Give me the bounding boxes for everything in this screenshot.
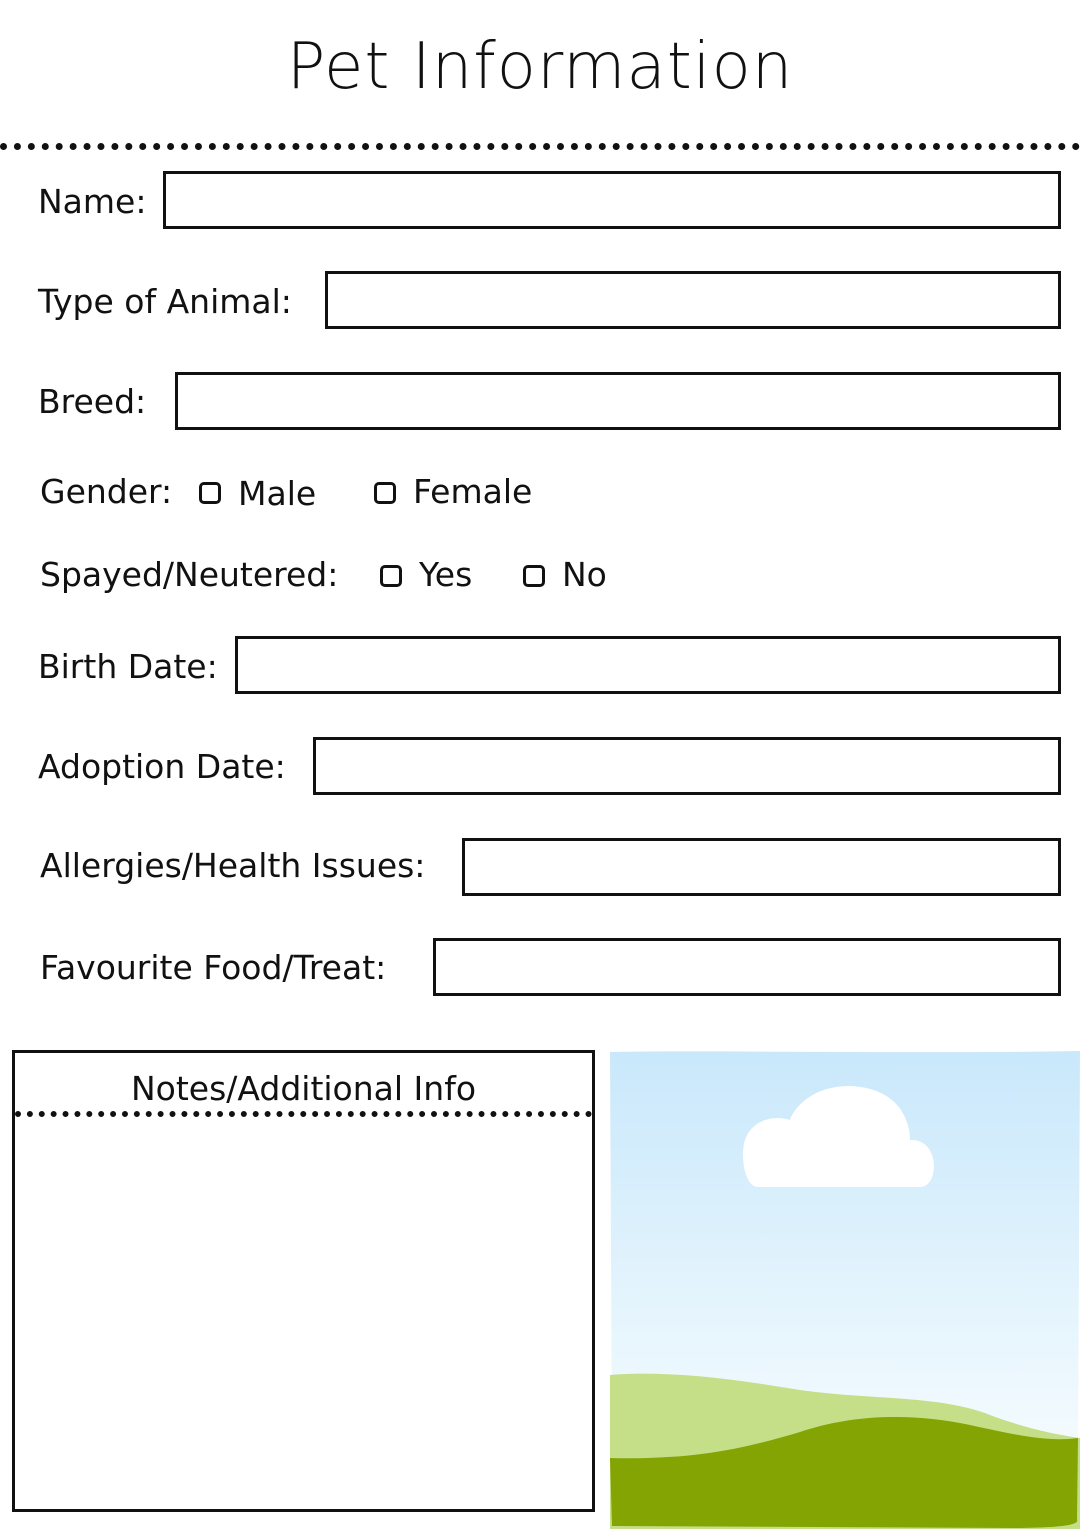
spayed-yes-checkbox[interactable] bbox=[380, 565, 402, 587]
breed-label: Breed: bbox=[38, 382, 147, 421]
gender-female-checkbox[interactable] bbox=[374, 482, 396, 504]
allergies-label: Allergies/Health Issues: bbox=[40, 846, 426, 885]
spayed-yes-label: Yes bbox=[419, 555, 473, 594]
adoption-date-field[interactable] bbox=[313, 737, 1061, 795]
favourite-food-field[interactable] bbox=[433, 938, 1061, 996]
type-of-animal-label: Type of Animal: bbox=[38, 282, 292, 321]
allergies-field[interactable] bbox=[462, 838, 1061, 896]
photo-frame[interactable] bbox=[610, 1050, 1080, 1529]
name-label: Name: bbox=[38, 182, 147, 221]
birth-date-field[interactable] bbox=[235, 636, 1061, 694]
page-title: Pet Information bbox=[286, 30, 794, 104]
notes-title: Notes/Additional Info bbox=[130, 1069, 477, 1108]
spayed-neutered-label: Spayed/Neutered: bbox=[40, 555, 339, 594]
type-of-animal-field[interactable] bbox=[325, 271, 1061, 329]
notes-input-area[interactable] bbox=[15, 1123, 592, 1509]
title-divider bbox=[0, 143, 1080, 150]
gender-label: Gender: bbox=[40, 472, 173, 511]
favourite-food-label: Favourite Food/Treat: bbox=[40, 948, 387, 987]
gender-row bbox=[0, 472, 1080, 514]
name-field[interactable] bbox=[163, 171, 1061, 229]
notes-divider bbox=[15, 1111, 592, 1117]
spayed-no-label: No bbox=[562, 555, 607, 594]
notes-box bbox=[12, 1050, 595, 1512]
gender-female-label: Female bbox=[413, 472, 533, 511]
breed-field[interactable] bbox=[175, 372, 1061, 430]
adoption-date-label: Adoption Date: bbox=[38, 747, 286, 786]
spayed-no-checkbox[interactable] bbox=[523, 565, 545, 587]
birth-date-label: Birth Date: bbox=[38, 647, 218, 686]
gender-male-label: Male bbox=[238, 474, 317, 513]
spayed-neutered-row bbox=[0, 555, 1080, 597]
landscape-illustration-icon bbox=[610, 1050, 1080, 1529]
gender-male-checkbox[interactable] bbox=[199, 482, 221, 504]
